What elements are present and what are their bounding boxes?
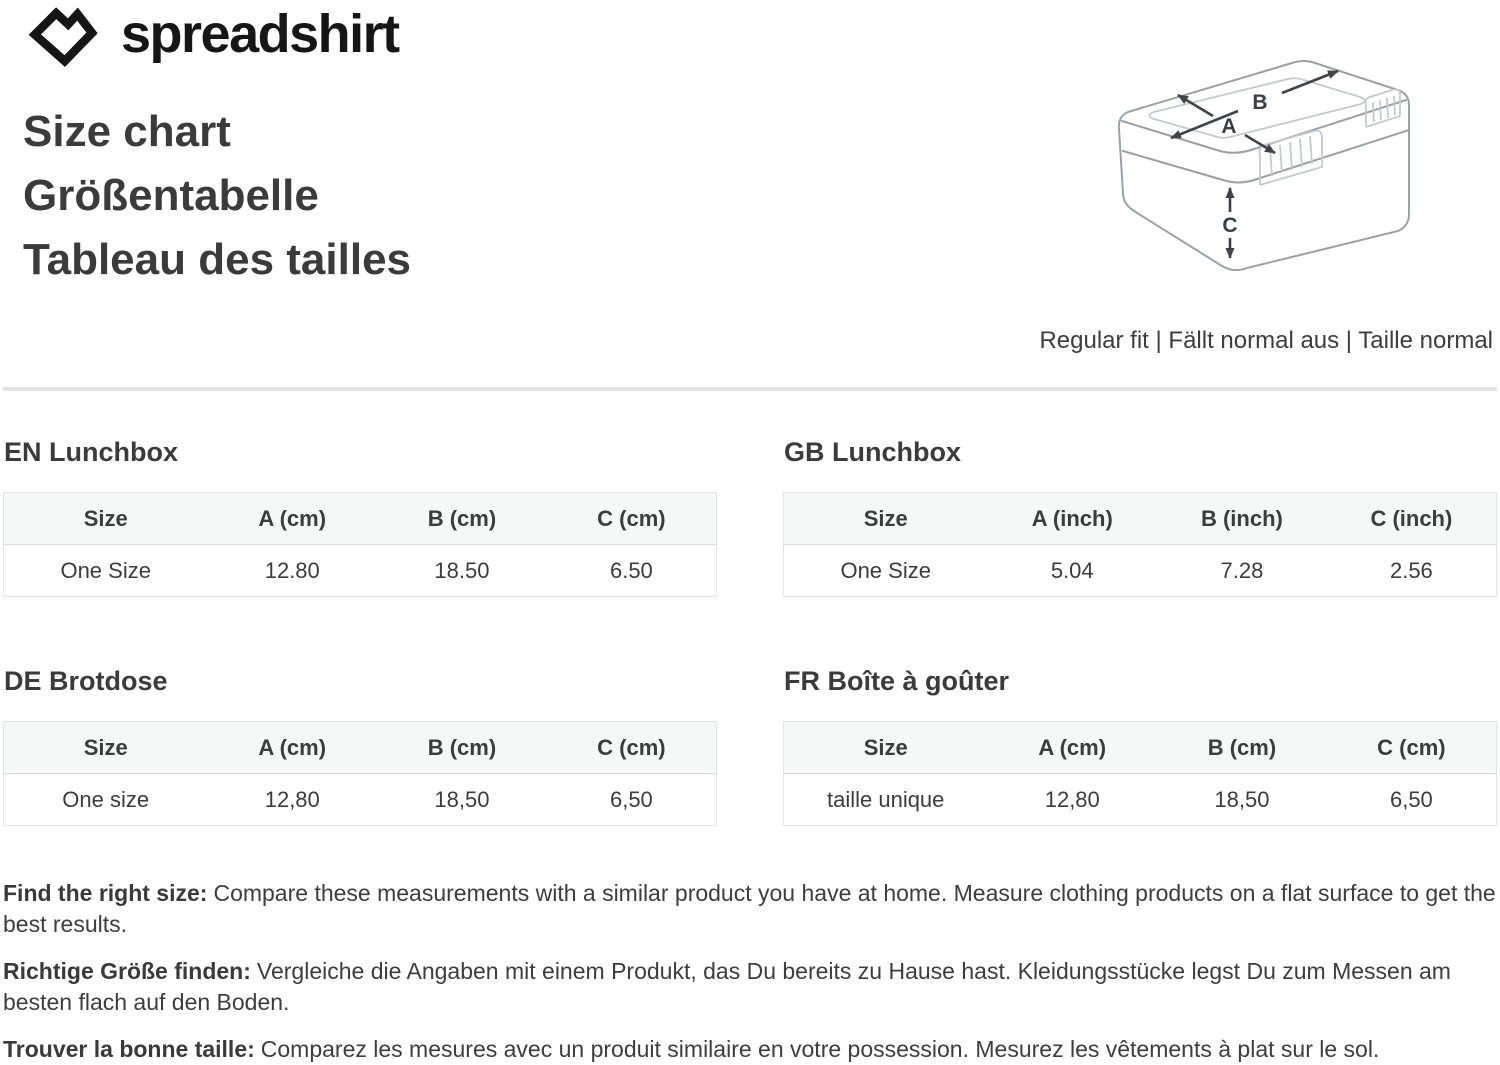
column-header: A (cm) <box>207 493 377 545</box>
value-cell: 12,80 <box>987 774 1157 826</box>
column-header: B (cm) <box>377 493 547 545</box>
size-table-de <box>3 721 717 826</box>
column-header: C (cm) <box>547 493 717 545</box>
note-fr-label: Trouver la bonne taille: <box>3 1036 255 1062</box>
table-row <box>784 774 1497 826</box>
value-cell: 18,50 <box>1157 774 1327 826</box>
value-cell: 12.80 <box>207 545 377 597</box>
measuring-notes <box>0 878 1500 1065</box>
value-cell: 12,80 <box>207 774 377 826</box>
column-header: C (inch) <box>1327 493 1497 545</box>
table-header-row <box>784 722 1497 774</box>
note-de-text: Vergleiche die Angaben mit einem Produkt, das Du bereits zu Hause hast. Kleidungsstücke legst Du zum Messen am besten flach auf den Boden. <box>3 958 1451 1015</box>
note-de <box>3 956 1497 1018</box>
note-fr <box>3 1034 1497 1065</box>
page-title-en: Size chart <box>23 107 231 156</box>
heart-logo-icon <box>22 5 104 71</box>
column-header: B (cm) <box>1157 722 1327 774</box>
table-row <box>784 545 1497 597</box>
note-en-text: Compare these measurements with a similar product you have at home. Measure clothing products on a flat surface to get the best results. <box>3 880 1496 937</box>
value-cell: 2.56 <box>1327 545 1497 597</box>
page-title-fr: Tableau des tailles <box>23 235 412 284</box>
note-en-label: Find the right size: <box>3 880 208 906</box>
column-header: B (cm) <box>377 722 547 774</box>
table-row <box>4 545 717 597</box>
table-row <box>4 774 717 826</box>
value-cell: 6,50 <box>1327 774 1497 826</box>
dimension-label-a: A <box>1221 115 1237 138</box>
table-fr <box>783 667 1497 826</box>
size-table-en <box>3 492 717 597</box>
table-header-row <box>4 722 717 774</box>
table-de <box>3 667 717 826</box>
table-header-row <box>4 493 717 545</box>
column-header: A (inch) <box>987 493 1157 545</box>
table-gb <box>783 438 1497 597</box>
column-header: C (cm) <box>547 722 717 774</box>
value-cell: 6,50 <box>547 774 717 826</box>
value-cell: 18,50 <box>377 774 547 826</box>
size-table-gb <box>783 492 1497 597</box>
column-header: Size <box>784 493 988 545</box>
fit-note: Regular fit | Fällt normal aus | Taille normal <box>1039 327 1493 354</box>
size-cell: One size <box>4 774 208 826</box>
value-cell: 5.04 <box>987 545 1157 597</box>
note-en <box>3 878 1497 940</box>
section-divider <box>3 387 1497 391</box>
table-title-fr: FR Boîte à goûter <box>784 666 1010 696</box>
value-cell: 18.50 <box>377 545 547 597</box>
table-title-gb: GB Lunchbox <box>784 437 961 467</box>
size-cell: One Size <box>784 545 988 597</box>
table-header-row <box>784 493 1497 545</box>
brand-name: spreadshirt <box>121 3 399 64</box>
column-header: B (inch) <box>1157 493 1327 545</box>
dimension-label-c: C <box>1222 214 1238 237</box>
column-header: Size <box>4 493 208 545</box>
header <box>0 0 1500 391</box>
column-header: Size <box>784 722 988 774</box>
column-header: Size <box>4 722 208 774</box>
value-cell: 6.50 <box>547 545 717 597</box>
lunchbox-diagram <box>1092 52 1422 282</box>
size-table-fr <box>783 721 1497 826</box>
column-header: A (cm) <box>207 722 377 774</box>
value-cell: 7.28 <box>1157 545 1327 597</box>
dimension-label-b: B <box>1252 91 1268 114</box>
table-title-de: DE Brotdose <box>4 666 168 696</box>
size-cell: One Size <box>4 545 208 597</box>
lunchbox-illustration-icon <box>1092 52 1422 282</box>
table-en <box>3 438 717 597</box>
note-de-label: Richtige Größe finden: <box>3 958 251 984</box>
table-title-en: EN Lunchbox <box>4 437 178 467</box>
column-header: C (cm) <box>1327 722 1497 774</box>
page-title-de: Größentabelle <box>23 171 319 220</box>
note-fr-text: Comparez les mesures avec un produit similaire en votre possession. Mesurez les vêtements à plat sur le sol. <box>260 1036 1380 1062</box>
size-cell: taille unique <box>784 774 988 826</box>
size-tables <box>0 438 1500 826</box>
column-header: A (cm) <box>987 722 1157 774</box>
